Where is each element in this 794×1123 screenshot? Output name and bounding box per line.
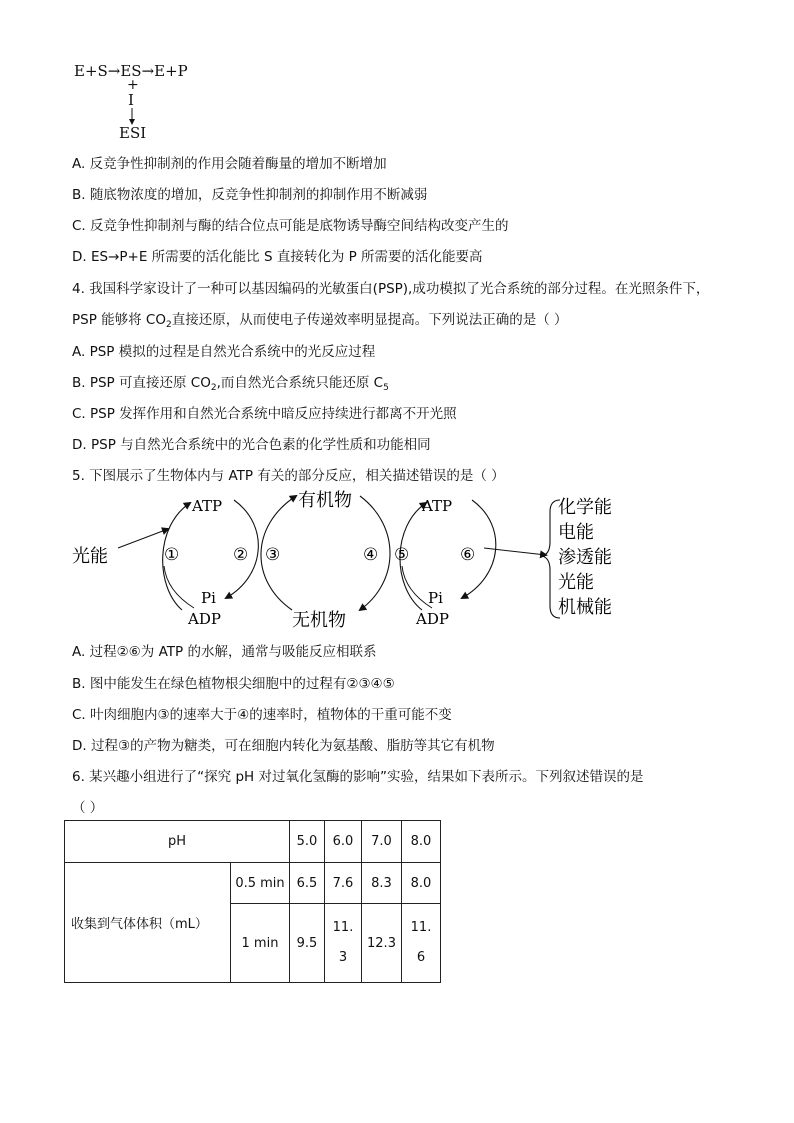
q5-option-b: B. 图中能发生在绿色植物根尖细胞中的过程有②③④⑤ bbox=[72, 676, 395, 692]
scheme-inhibitor: I bbox=[128, 91, 134, 109]
table-cell: 11.3 bbox=[325, 904, 362, 983]
energy-form-chemical: 化学能 bbox=[558, 497, 612, 518]
q5-option-d: D. 过程③的产物为糖类，可在细胞内转化为氨基酸、脂肪等其它有机物 bbox=[72, 738, 495, 754]
table-cell: 8.3 bbox=[362, 863, 402, 904]
q3-option-b: B. 随底物浓度的增加，反竞争性抑制剂的抑制作用不断减弱 bbox=[72, 187, 428, 203]
scheme-esi: ESI bbox=[119, 124, 147, 142]
table-cell: 11.6 bbox=[402, 904, 441, 983]
adp-right-label: ADP bbox=[416, 610, 449, 628]
table-cell: 6.5 bbox=[290, 863, 325, 904]
ph-results-table bbox=[64, 820, 441, 983]
ph-value-2: 6.0 bbox=[325, 821, 362, 863]
q3-option-a: A. 反竞争性抑制剂的作用会随着酶量的增加不断增加 bbox=[72, 156, 387, 172]
pi-right-label: Pi bbox=[428, 589, 443, 607]
step-6-label: ⑥ bbox=[460, 545, 476, 565]
table-cell: 7.6 bbox=[325, 863, 362, 904]
q4-option-b: B. PSP 可直接还原 $CO_2$,而自然光合系统只能还原 $C_5$ bbox=[72, 375, 389, 393]
ph-value-3: 7.0 bbox=[362, 821, 402, 863]
q5-option-c: C. 叶肉细胞内③的速率大于④的速率时，植物体的干重可能不变 bbox=[72, 707, 452, 723]
ph-header-label: pH bbox=[65, 821, 290, 863]
q6-answer-paren: （ ） bbox=[72, 800, 104, 816]
step-5-label: ⑤ bbox=[394, 545, 410, 565]
organic-matter-label: 有机物 bbox=[298, 490, 352, 511]
q3-option-d: D. ES→P+E 所需要的活化能比 S 直接转化为 P 所需要的活化能要高 bbox=[72, 249, 483, 265]
time-label-0-5min: 0.5 min bbox=[231, 863, 290, 904]
q4-option-d: D. PSP 与自然光合系统中的光合色素的化学性质和功能相同 bbox=[72, 437, 431, 453]
energy-form-osmotic: 渗透能 bbox=[558, 547, 612, 568]
q3-option-c: C. 反竞争性抑制剂与酶的结合位点可能是底物诱导酶空间结构改变产生的 bbox=[72, 218, 509, 234]
q5-option-a: A. 过程②⑥为 ATP 的水解，通常与吸能反应相联系 bbox=[72, 644, 377, 660]
time-label-1min: 1 min bbox=[231, 904, 290, 983]
atp-left-label: ATP bbox=[192, 497, 223, 515]
scheme-top-row: E+S→ES→E+P bbox=[74, 62, 188, 80]
scheme-plus: + bbox=[127, 77, 139, 93]
gas-volume-row-label: 收集到气体体积（mL） bbox=[65, 863, 231, 983]
q5-stem: 5. 下图展示了生物体内与 ATP 有关的部分反应，相关描述错误的是（ ） bbox=[72, 468, 505, 484]
adp-left-label: ADP bbox=[188, 610, 221, 628]
q4-stem-line1: 4. 我国科学家设计了一种可以基因编码的光敏蛋白(PSP),成功模拟了光合系统的部分过程。在光照条件下， bbox=[72, 281, 710, 297]
q4-option-a: A. PSP 模拟的过程是自然光合系统中的光反应过程 bbox=[72, 344, 376, 360]
ph-value-1: 5.0 bbox=[290, 821, 325, 863]
step-3-label: ③ bbox=[265, 545, 281, 565]
pi-left-label: Pi bbox=[201, 589, 216, 607]
q4-stem-line2: PSP 能够将 $CO_2$直接还原，从而使电子传递效率明显提高。下列说法正确的是（ ） bbox=[72, 312, 568, 330]
step-4-label: ④ bbox=[363, 545, 379, 565]
ph-value-4: 8.0 bbox=[402, 821, 441, 863]
step-1-label: ① bbox=[164, 545, 180, 565]
light-energy-label: 光能 bbox=[72, 546, 108, 567]
energy-form-electric: 电能 bbox=[558, 522, 594, 543]
atp-cycle-diagram bbox=[60, 486, 640, 632]
q6-stem: 6. 某兴趣小组进行了“探究 pH 对过氧化氢酶的影响”实验，结果如下表所示。下列叙述错误的是 bbox=[72, 769, 644, 785]
step-2-label: ② bbox=[233, 545, 249, 565]
table-cell: 12.3 bbox=[362, 904, 402, 983]
atp-right-label: ATP bbox=[422, 497, 453, 515]
inorganic-matter-label: 无机物 bbox=[292, 610, 346, 631]
energy-form-light: 光能 bbox=[558, 572, 594, 593]
table-cell: 9.5 bbox=[290, 904, 325, 983]
q4-option-c: C. PSP 发挥作用和自然光合系统中暗反应持续进行都离不开光照 bbox=[72, 406, 457, 422]
energy-form-mechanical: 机械能 bbox=[558, 597, 612, 618]
table-cell: 8.0 bbox=[402, 863, 441, 904]
